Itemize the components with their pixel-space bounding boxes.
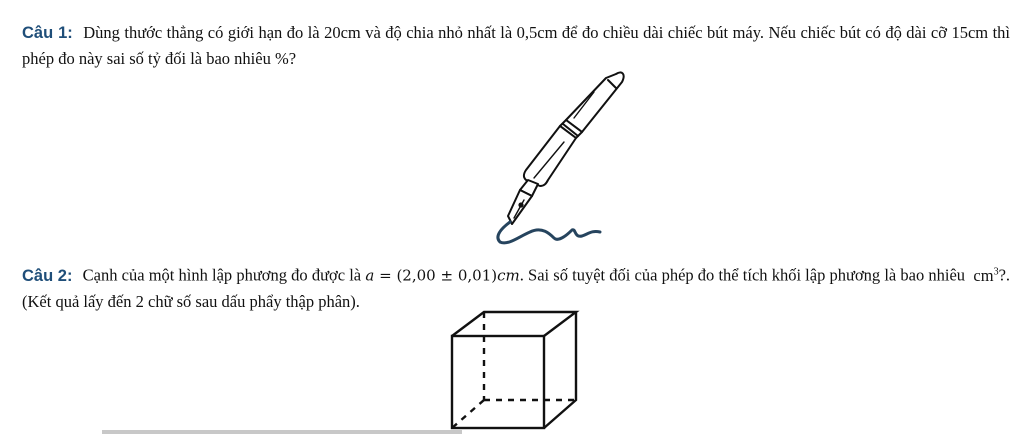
math-unit: cm [497,266,520,285]
edge-length-expression [365,267,519,285]
question-1 [22,20,1010,71]
question-2-label: Câu 2: [22,266,73,285]
math-value: = (2,00 ± 0,01) [374,266,498,285]
volume-unit: $cm^3$ [973,265,999,285]
question-2-text-before: Cạnh của một hình lập phương đo được là [82,265,362,285]
math-variable: a [365,266,375,285]
cube-illustration [444,310,584,434]
question-2-text-middle: . Sai số tuyệt đối của phép đo thể tích khối lập phương là bao nhiêu [519,265,966,285]
fountain-pen-illustration [490,66,630,248]
question-2-text-after: ?. (Kết quả lấy đến 2 chữ số sau dấu phẩy thập phân). [22,265,1011,311]
question-2 [22,259,1010,314]
question-1-label: Câu 1: [22,24,73,42]
bottom-divider [102,430,462,434]
question-1-text: Dùng thước thẳng có giới hạn đo là 20cm và độ chia nhỏ nhất là 0,5cm để đo chiều dài chiếc bút máy. Nếu chiếc bút có độ dài cỡ 15cm thì phép đo này sai số tỷ đối là bao nhiêu %? [22,23,1010,68]
